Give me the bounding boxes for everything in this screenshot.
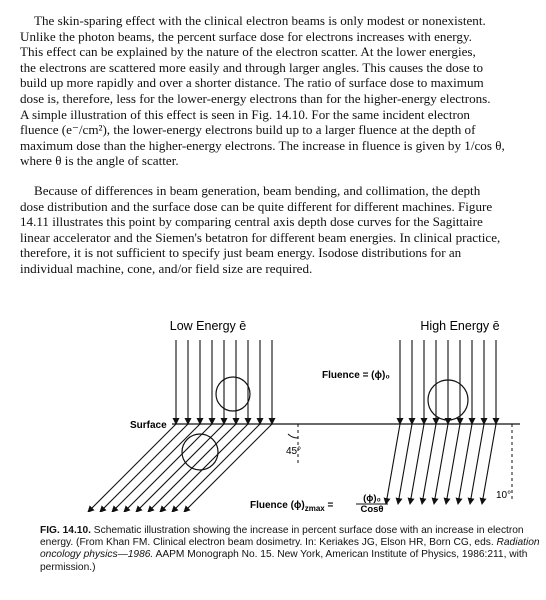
text-line: build up more rapidly and over a shorter distance. The ratio of surface dose to maximum (20, 75, 484, 91)
text-line: This effect can be explained by the nature of the electron scatter. At the lower energies, (20, 44, 476, 60)
incident-fluence-circle-low (216, 377, 250, 411)
text-line: dose is, therefore, less for the lower-energy electrons than for the higher-energy electrons. (20, 90, 491, 106)
angle-label-10: 10° (496, 490, 512, 501)
low-energy-title: Low Energy ē (169, 319, 247, 333)
zmax-subscript: zmax (304, 504, 325, 512)
incident-fluence-label: Fluence = (ɸ)₀ (322, 370, 390, 381)
angle-label-45: 45° (286, 446, 302, 457)
text-line: maximum dose than the higher-energy electrons. The increase in fluence is given by 1/cos θ, (20, 137, 505, 153)
paragraph-machine-differences (20, 183, 534, 277)
text-line: The skin-sparing effect with the clinical electron beams is only modest or nonexistent. (34, 13, 486, 28)
figure-electron-scatter (60, 312, 540, 512)
text-line: A simple illustration of this effect is seen in Fig. 14.10. For the same incident electron (20, 106, 470, 122)
text-line: linear accelerator and the Siemen's betatron for different beam energies. In clinical practice, (20, 229, 501, 245)
text-line: the electrons are scattered more easily and through larger angles. This causes the dose to (20, 59, 484, 75)
high-energy-title: High Energy ē (420, 319, 500, 333)
zmax-fluence-prefix: Fluence (ɸ) (250, 500, 305, 511)
caption-line (40, 549, 535, 561)
scatter-arrow (422, 424, 436, 504)
text-line: individual machine, cone, and/or field size are required. (20, 260, 313, 276)
caption-line: permission.) (40, 561, 96, 573)
surface-label: Surface (130, 420, 167, 431)
high-energy-incident-beams (400, 340, 496, 424)
scatter-arrow (458, 424, 472, 504)
scatter-arrow (398, 424, 412, 504)
text-line: where θ is the angle of scatter. (20, 153, 179, 169)
paragraph-skin-sparing (20, 13, 534, 169)
text-line: 14.11 illustrates this point by comparing central axis depth dose curves for the Sagittaire (20, 214, 483, 230)
high-energy-scattered-beams (386, 424, 496, 504)
angle-arc-45 (288, 434, 298, 438)
caption-italic: oncology physics—1986. (40, 549, 154, 561)
caption-text: AAPM Monograph No. 15. New York, American Institute of Physics, 1986:211, with (153, 549, 528, 561)
caption-italic: Radiation (496, 537, 540, 549)
text-line: dose distribution and the surface dose can be quite different for different machines. Figure (20, 198, 493, 214)
scatter-diagram (60, 312, 540, 512)
text-line: Unlike the photon beams, the percent surface dose for electrons increases with energy. (20, 28, 472, 44)
scatter-arrow (100, 424, 188, 512)
caption-label: FIG. 14.10. (40, 525, 91, 536)
caption-line (40, 525, 535, 537)
low-energy-scattered-beams (88, 424, 272, 512)
formula-numerator: (ɸ)₀ (363, 493, 381, 504)
formula-denominator: Cosθ (360, 504, 384, 512)
caption-line (40, 537, 540, 549)
scatter-arrow (112, 424, 200, 512)
scattered-fluence-circle-low (182, 434, 218, 470)
scatter-arrow (172, 424, 260, 512)
zmax-fluence-label: Fluence $(ɸ)_{zmax}$ = (250, 500, 334, 512)
scatter-arrow (124, 424, 212, 512)
scatter-arrow (434, 424, 448, 504)
scatter-arrow (482, 424, 496, 504)
scatter-arrow (160, 424, 248, 512)
caption-text: energy. (From Khan FM. Clinical electron beam dosimetry. In: Keriakes JG, Elson HR, Born CG, eds. (40, 537, 497, 549)
caption-text: Schematic illustration showing the increase in percent surface dose with an increase in electron (90, 525, 524, 536)
text-line: fluence (e⁻/cm²), the lower-energy electrons build up to a larger fluence at the depth of (20, 122, 476, 138)
scatter-arrow (386, 424, 400, 504)
low-energy-incident-beams (176, 340, 272, 424)
scatter-arrow (184, 424, 272, 512)
scatter-arrow (88, 424, 176, 512)
text-line: Because of differences in beam generation, beam bending, and collimation, the depth (34, 183, 481, 198)
scatter-arrow (470, 424, 484, 504)
scatter-arrow (446, 424, 460, 504)
figure-caption (40, 525, 540, 574)
text-line: therefore, it is not sufficient to specify just beam energy. Isodose distributions for an (20, 245, 462, 261)
scatter-arrow (410, 424, 424, 504)
